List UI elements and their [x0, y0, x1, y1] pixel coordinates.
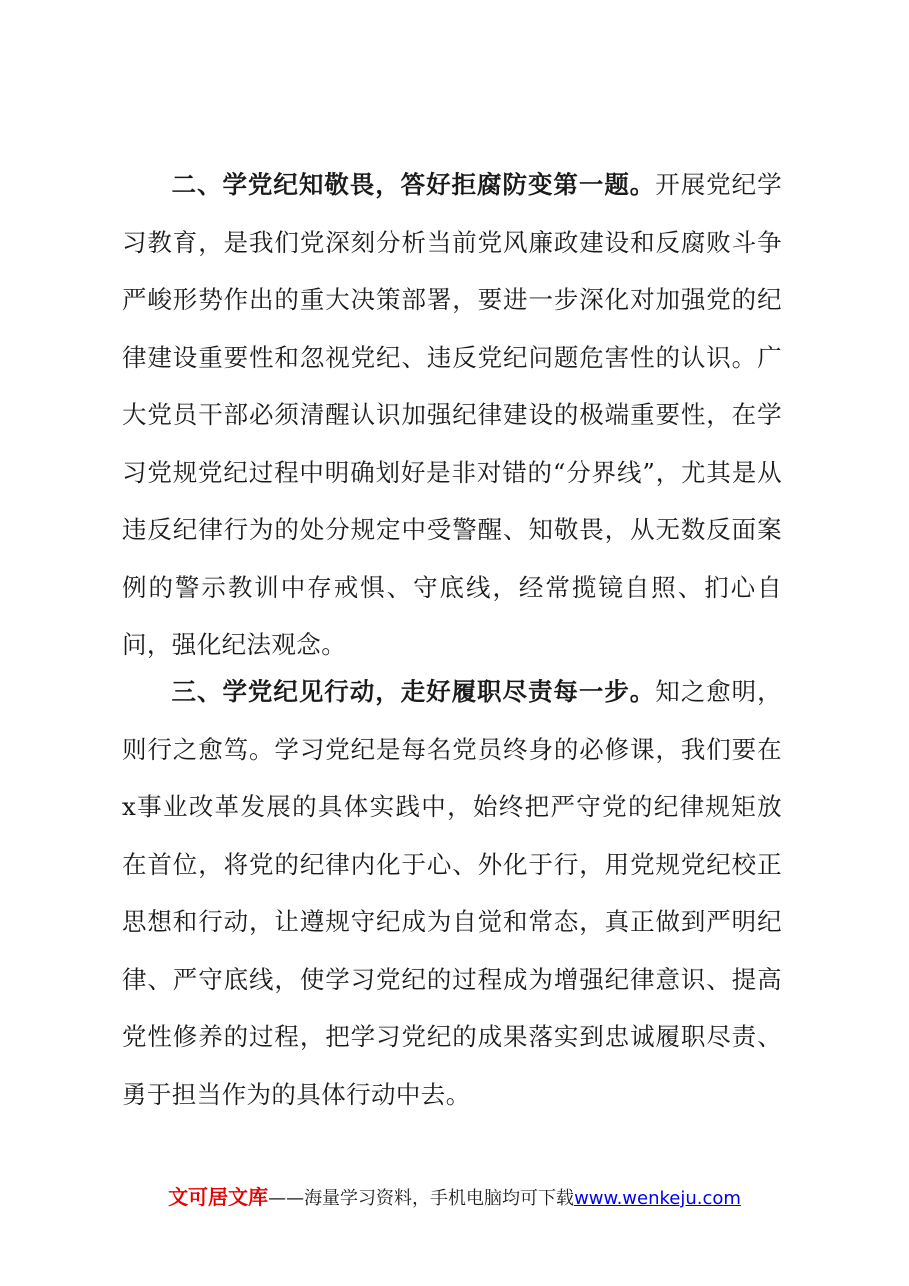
section-heading-3: 三、学党纪见行动，走好履职尽责每一步。 [171, 677, 656, 706]
section-heading-2: 二、学党纪知敬畏，答好拒腐防变第一题。 [171, 170, 656, 199]
footer-brand: 文可居文库 [168, 1185, 269, 1209]
paragraph-section-3 [122, 663, 782, 1123]
footer-tagline: ——海量学习资料，手机电脑均可下载 [268, 1188, 575, 1209]
paragraph-body-2: 开展党纪学习教育，是我们党深刻分析当前党风廉政建设和反腐败斗争严峻形势作出的重大决策部署，要进一步深化对加强党的纪律建设重要性和忽视党纪、违反党纪问题危害性的认识。广大党员干部必须清醒认识加强纪律建设的极端重要性，在学习党规党纪过程中明确划好是非对错的“分界线”，尤其是从违反纪律行为的处分规定中受警醒、知敬畏，从无数反面案例的警示教训中存戒惧、守底线，经常揽镜自照、扪心自问，强化纪法观念。 [122, 170, 782, 659]
paragraph-body-3: 知之愈明，则行之愈笃。学习党纪是每名党员终身的必修课，我们要在x事业改革发展的具体实践中，始终把严守党的纪律规矩放在首位，将党的纪律内化于心、外化于行，用党规党纪校正思想和行动，让遵规守纪成为自觉和常态，真正做到严明纪律、严守底线，使学习党纪的过程成为增强纪律意识、提高党性修养的过程，把学习党纪的成果落实到忠诚履职尽责、勇于担当作为的具体行动中去。 [122, 677, 782, 1109]
paragraph-section-2 [122, 156, 782, 674]
page-footer [0, 1181, 909, 1210]
footer-website-link[interactable]: www.wenkeju.com [574, 1188, 741, 1209]
